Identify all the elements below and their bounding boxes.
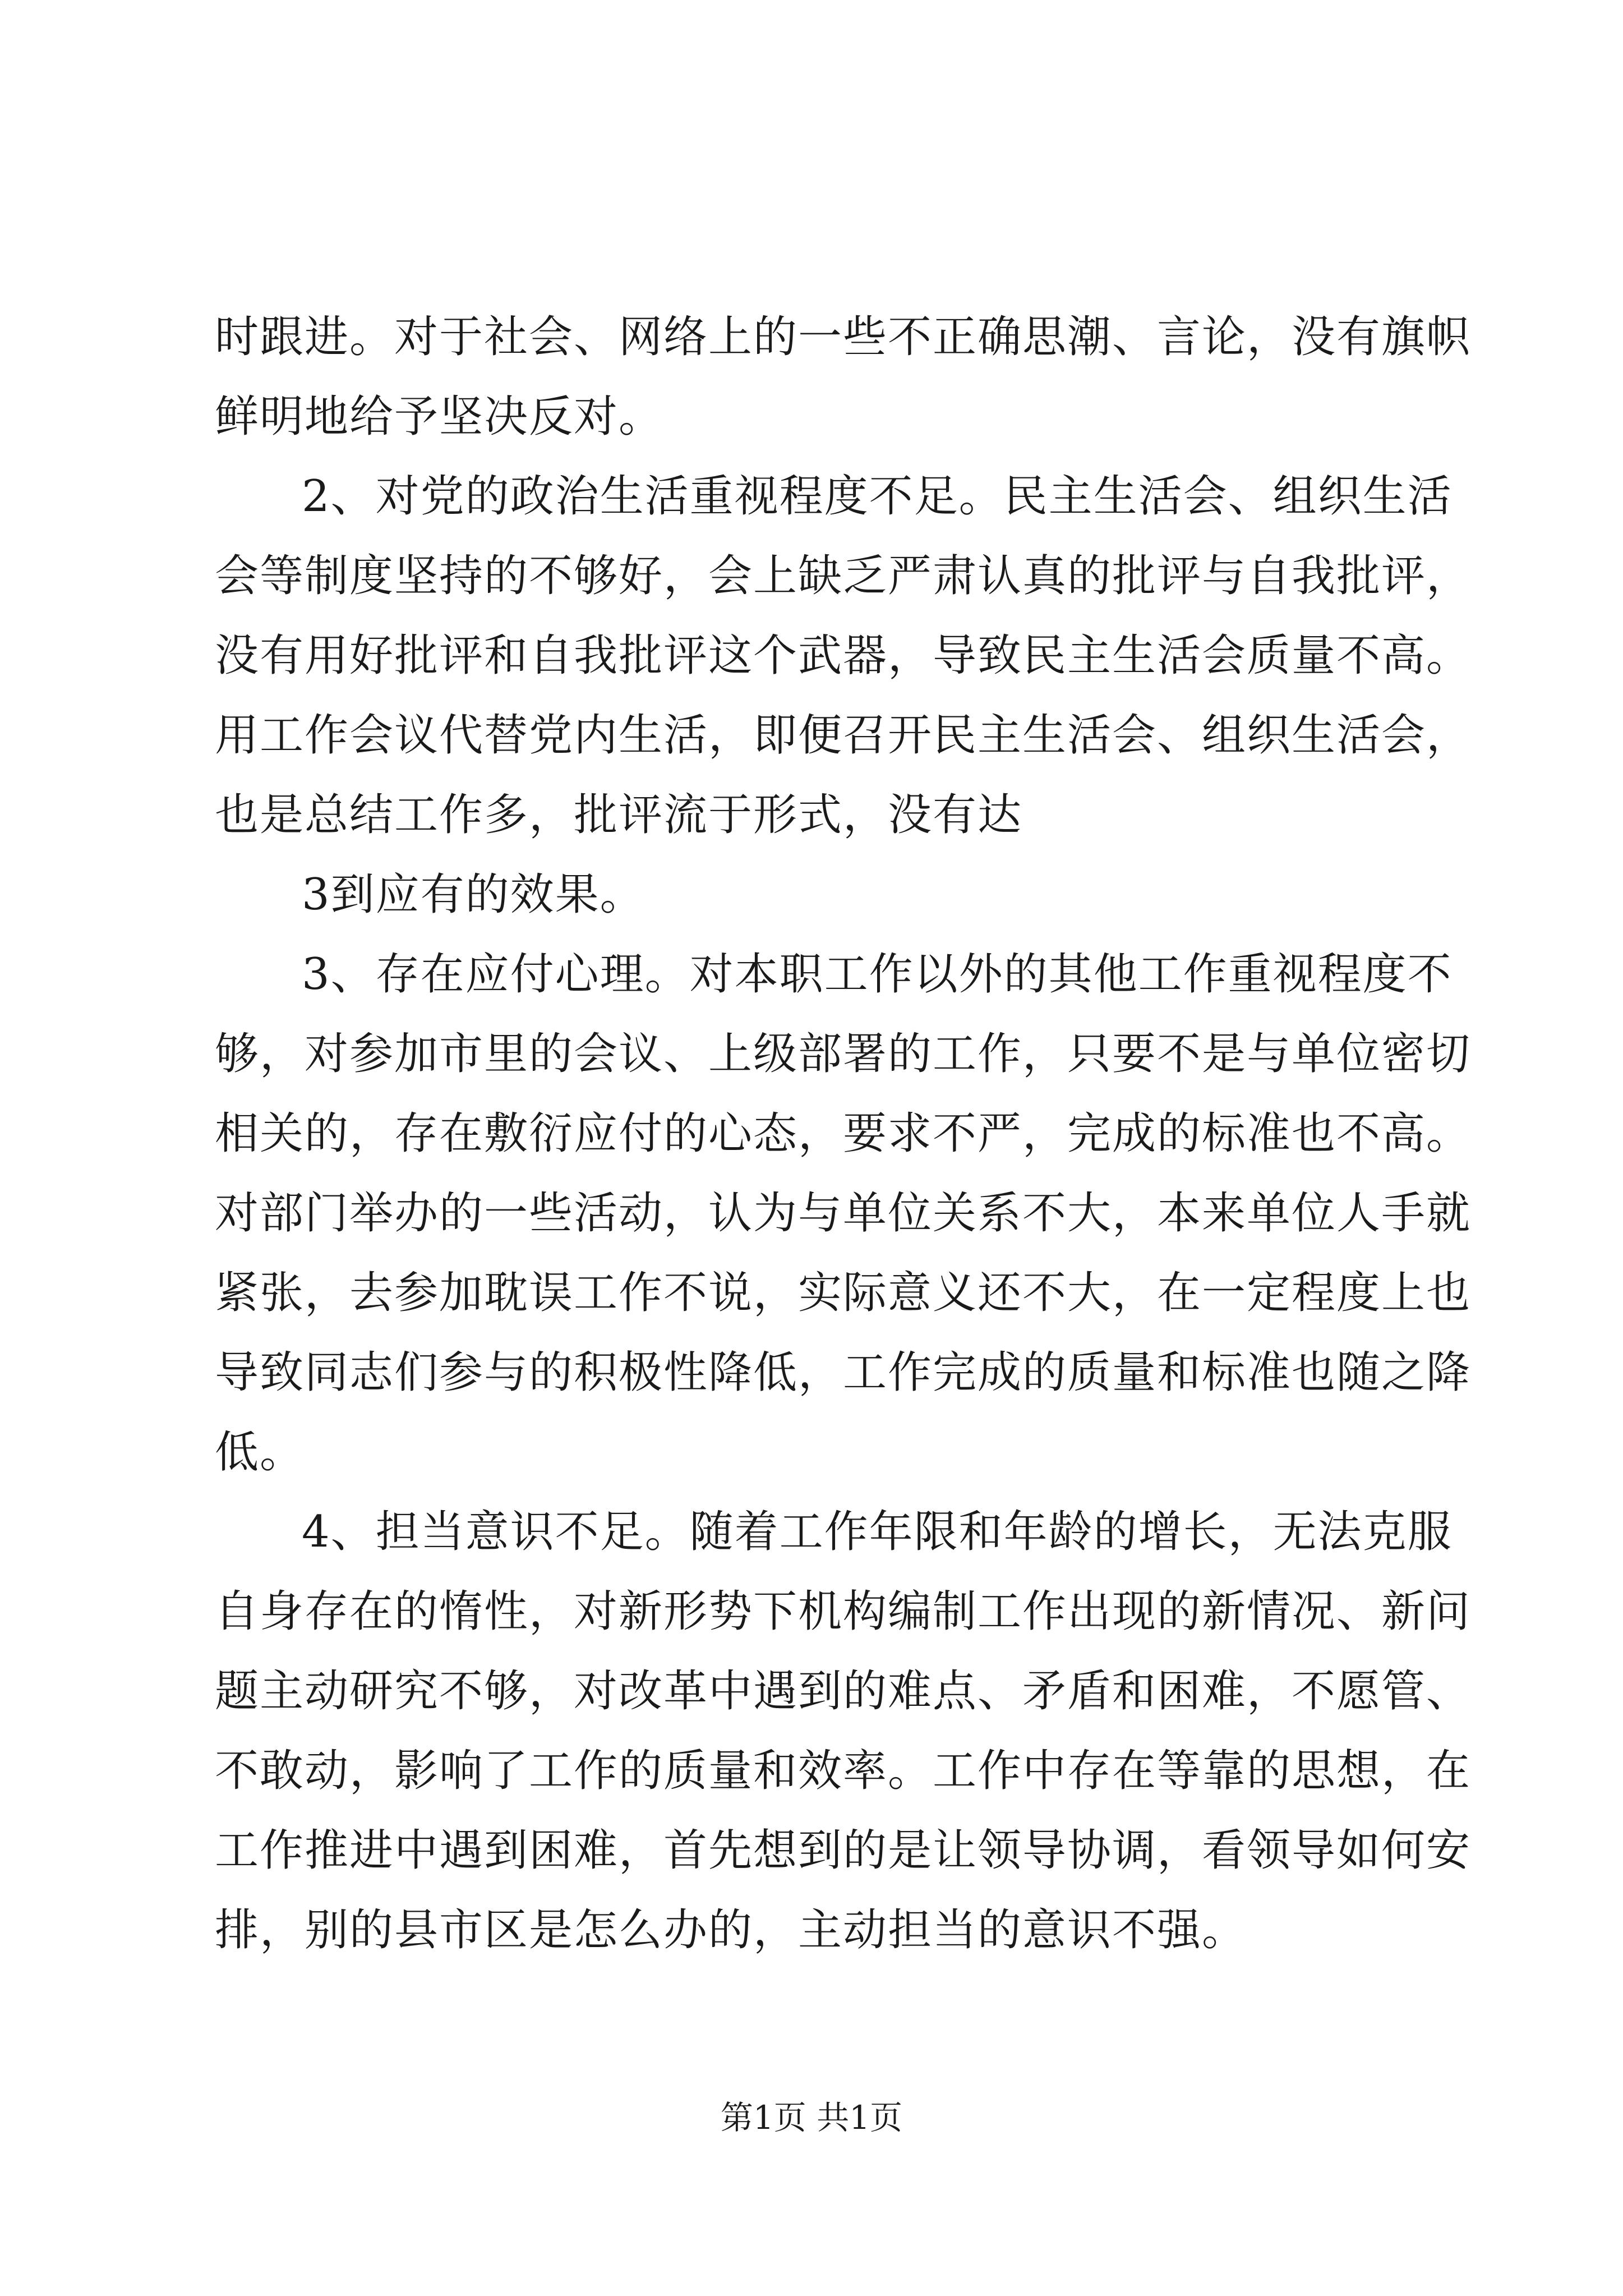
text-line: 没有用好批评和自我批评这个武器，导致民主生活会质量不高。 xyxy=(215,631,1472,681)
text-line: 低。 xyxy=(215,1427,305,1478)
text-line: 紧张，去参加耽误工作不说，实际意义还不大，在一定程度上也 xyxy=(215,1268,1472,1318)
paragraph-start-line: 3、存在应付心理。对本职工作以外的其他工作重视程度不 xyxy=(302,949,1453,1000)
text-line: 题主动研究不够，对改革中遇到的难点、矛盾和困难，不愿管、 xyxy=(215,1666,1472,1717)
text-line: 够，对参加市里的会议、上级部署的工作，只要不是与单位密切 xyxy=(215,1029,1472,1079)
body-text xyxy=(215,297,1472,1970)
text-line: 排，别的县市区是怎么办的，主动担当的意识不强。 xyxy=(215,1905,1247,1955)
text-line: 鲜明地给予坚决反对。 xyxy=(215,392,664,442)
text-line: 导致同志们参与的积极性降低，工作完成的质量和标准也随之降 xyxy=(215,1347,1472,1398)
paragraph-start-line: 2、对党的政治生活重视程度不足。民主生活会、组织生活 xyxy=(302,471,1453,522)
text-line: 自身存在的惰性，对新形势下机构编制工作出现的新情况、新问 xyxy=(215,1586,1472,1637)
text-line: 对部门举办的一些活动，认为与单位关系不大，本来单位人手就 xyxy=(215,1188,1472,1239)
text-line: 不敢动，影响了工作的质量和效率。工作中存在等靠的思想，在 xyxy=(215,1746,1472,1796)
text-line: 用工作会议代替党内生活，即便召开民主生活会、组织生活会， xyxy=(215,710,1472,761)
text-line: 相关的，存在敷衍应付的心态，要求不严，完成的标准也不高。 xyxy=(215,1108,1472,1159)
paragraph-start-line: 3到应有的效果。 xyxy=(302,869,645,920)
paragraph-start-line: 4、担当意识不足。随着工作年限和年龄的增长，无法克服 xyxy=(302,1507,1453,1557)
text-line: 时跟进。对于社会、网络上的一些不正确思潮、言论，没有旗帜 xyxy=(215,312,1472,362)
text-line: 也是总结工作多，批评流于形式，没有达 xyxy=(215,790,1023,840)
text-line: 工作推进中遇到困难，首先想到的是让领导协调，看领导如何安 xyxy=(215,1825,1472,1876)
text-line: 会等制度坚持的不够好，会上缺乏严肃认真的批评与自我批评， xyxy=(215,551,1472,601)
page-number-footer: 第1页 共1页 xyxy=(720,2099,903,2137)
